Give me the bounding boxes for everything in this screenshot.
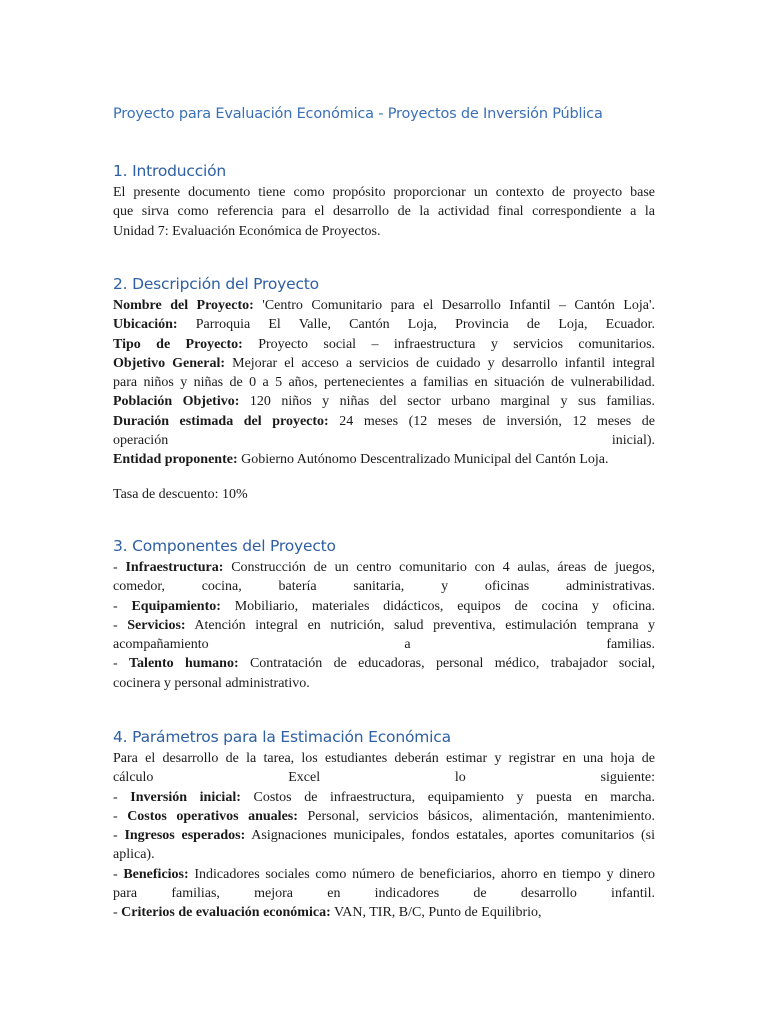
field-population bbox=[113, 392, 655, 411]
field-label: Beneficios: bbox=[123, 866, 189, 882]
field-project-name bbox=[113, 296, 655, 315]
param-investment: - Inversión inicial: Costos de infraestructura, equipamiento y puesta en marcha. bbox=[113, 789, 655, 805]
param-income: - Ingresos esperados: Asignaciones municipales, fondos estatales, aportes comunitarios (si bbox=[113, 828, 655, 844]
field-project-type bbox=[113, 335, 655, 354]
field-value: Gobierno Autónomo Descentralizado Municipal del Cantón Loja. bbox=[241, 452, 609, 468]
paragraph-line: que sirva como referencia para el desarrollo de la actividad final correspondiente a la bbox=[113, 204, 655, 220]
parameters-intro-cont: cálculo Excel lo siguiente: bbox=[113, 770, 655, 786]
field-value: 120 niños y niñas del sector urbano marginal y sus familias. bbox=[249, 394, 655, 410]
field-label: Servicios: bbox=[127, 617, 186, 633]
param-income-cont: aplica). bbox=[113, 847, 155, 863]
field-label: Equipamiento: bbox=[131, 598, 221, 614]
param-criteria: - Criterios de evaluación económica: VAN, TIR, B/C, Punto de Equilibrio, bbox=[113, 905, 542, 921]
field-location bbox=[113, 315, 655, 334]
field-objective bbox=[113, 354, 655, 373]
field-value: Construcción de un centro comunitario con 4 aulas, áreas de juegos, bbox=[231, 560, 655, 575]
section-heading: 3. Componentes del Proyecto bbox=[113, 537, 336, 555]
parameters-intro: Para el desarrollo de la tarea, los estudiantes deberán estimar y registrar en una hoja de bbox=[113, 751, 655, 766]
section-heading: 4. Parámetros para la Estimación Económica bbox=[113, 728, 451, 746]
section-heading: 2. Descripción del Proyecto bbox=[113, 275, 319, 293]
field-value: Contratación de educadoras, personal médico, trabajador social, bbox=[249, 656, 655, 672]
field-label: Nombre del Proyecto: bbox=[113, 298, 254, 313]
field-label: Criterios de evaluación económica: bbox=[121, 905, 331, 921]
section-introduction bbox=[113, 162, 655, 241]
field-value: 24 meses (12 meses de inversión, 12 meses de bbox=[339, 413, 655, 429]
param-benefits: - Beneficios: Indicadores sociales como número de beneficiarios, ahorro en tiempo y dinero bbox=[113, 866, 656, 882]
field-value: Atención integral en nutrición, salud preventiva, estimulación temprana y bbox=[194, 617, 655, 633]
param-benefits-cont: para familias, mejora en indicadores de desarrollo infantil. bbox=[113, 886, 655, 902]
component-infrastructure-cont: comedor, cocina, batería sanitaria, y oficinas administrativas. bbox=[113, 579, 655, 595]
field-value: Proyecto social – infraestructura y servicios comunitarios. bbox=[258, 336, 656, 352]
field-objective-cont: para niños y niñas de 0 a 5 años, pertenecientes a familias en situación de vulnerabilidad. bbox=[113, 375, 655, 391]
field-label: Tipo de Proyecto: bbox=[113, 336, 243, 352]
field-value: Asignaciones municipales, fondos estatales, aportes comunitarios (si bbox=[251, 828, 655, 844]
discount-rate-block bbox=[113, 485, 655, 504]
field-label: Entidad proponente: bbox=[113, 452, 238, 468]
field-label: Infraestructura: bbox=[125, 560, 224, 575]
field-label: Costos operativos anuales: bbox=[127, 808, 298, 824]
field-duration bbox=[113, 412, 655, 431]
field-value: Mobiliario, materiales didácticos, equipos de cocina y oficina. bbox=[234, 598, 655, 614]
section-parameters bbox=[113, 728, 655, 923]
field-label: Ingresos esperados: bbox=[124, 828, 246, 844]
field-label: Duración estimada del proyecto: bbox=[113, 413, 329, 429]
field-value: Personal, servicios básicos, alimentación, mantenimiento. bbox=[307, 808, 655, 824]
component-services-cont: acompañamiento a familias. bbox=[113, 637, 655, 653]
component-equipment: - Equipamiento: Mobiliario, materiales didácticos, equipos de cocina y oficina. bbox=[113, 598, 655, 614]
field-label: Ubicación: bbox=[113, 317, 178, 333]
field-entity bbox=[113, 450, 655, 469]
field-value: Indicadores sociales como número de beneficiarios, ahorro en tiempo y dinero bbox=[194, 866, 656, 882]
field-value: Parroquia El Valle, Cantón Loja, Provincia de Loja, Ecuador. bbox=[195, 317, 656, 333]
field-value: Mejorar el acceso a servicios de cuidado y desarrollo infantil integral bbox=[232, 355, 655, 371]
document-title: Proyecto para Evaluación Económica - Proyectos de Inversión Pública bbox=[113, 106, 603, 122]
component-services: - Servicios: Atención integral en nutrición, salud preventiva, estimulación temprana y bbox=[113, 617, 655, 633]
component-talent-cont: cocinera y personal administrativo. bbox=[113, 675, 310, 691]
field-value: VAN, TIR, B/C, Punto de Equilibrio, bbox=[333, 905, 542, 921]
component-infrastructure: - Infraestructura: Construcción de un centro comunitario con 4 aulas, áreas de juegos, bbox=[113, 560, 655, 575]
section-components bbox=[113, 537, 655, 693]
field-duration-cont: operación inicial). bbox=[113, 433, 655, 449]
component-talent: - Talento humano: Contratación de educadoras, personal médico, trabajador social, bbox=[113, 656, 655, 672]
discount-rate: Tasa de descuento: 10% bbox=[113, 487, 248, 502]
field-label: Población Objetivo: bbox=[113, 394, 240, 410]
field-label: Inversión inicial: bbox=[130, 789, 241, 805]
paragraph-line: El presente documento tiene como propósito proporcionar un contexto de proyecto base bbox=[113, 185, 655, 200]
field-value: Costos de infraestructura, equipamiento y puesta en marcha. bbox=[253, 789, 655, 805]
field-label: Talento humano: bbox=[129, 656, 239, 672]
paragraph-line: Unidad 7: Evaluación Económica de Proyectos. bbox=[113, 223, 381, 239]
section-heading: 1. Introducción bbox=[113, 162, 227, 180]
field-label: Objetivo General: bbox=[113, 355, 226, 371]
section-description bbox=[113, 275, 655, 470]
field-value: 'Centro Comunitario para el Desarrollo Infantil – Cantón Loja'. bbox=[262, 298, 656, 313]
param-operating-costs: - Costos operativos anuales: Personal, servicios básicos, alimentación, mantenimiento. bbox=[113, 808, 655, 824]
